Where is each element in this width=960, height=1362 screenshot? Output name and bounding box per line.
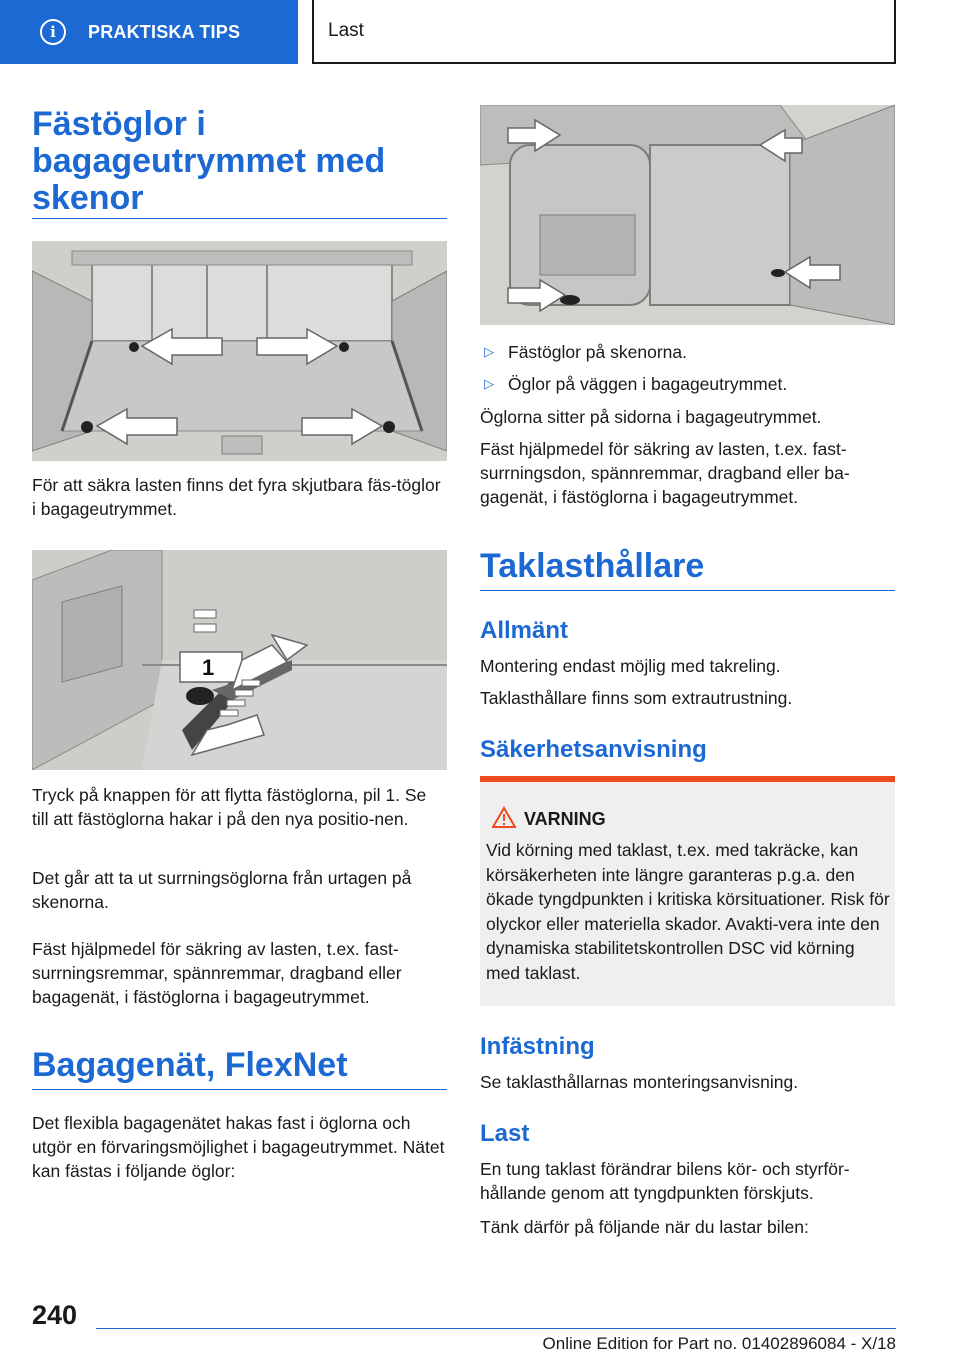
heading-flexnet: Bagagenät, FlexNet (32, 1046, 348, 1084)
paragraph-optional: Taklasthållare finns som extrautrustning. (480, 688, 793, 708)
page-title: Fästöglor i bagageutrymmet med skenor (32, 105, 386, 217)
roof-rack-divider (480, 590, 895, 591)
list-item: ▷ Öglor på väggen i bagageutrymmet. (480, 372, 895, 396)
paragraph-consider: Tänk därför på följande när du lastar bilen: (480, 1217, 809, 1237)
figure-rail-eye (32, 550, 447, 770)
subheading-general: Allmänt (480, 617, 569, 644)
paragraph-remove-eyes: Det går att ta ut surrningsöglorna från urtagen på skenorna. (32, 868, 412, 912)
section-tab-label: PRAKTISKA TIPS (88, 21, 241, 42)
paragraph-mounting: Se taklasthållarnas monteringsanvisning. (480, 1072, 799, 1092)
heading-roof-rack: Taklasthållare (480, 547, 705, 585)
bullet-list (480, 340, 895, 396)
flexnet-divider (32, 1089, 447, 1090)
section-tab[interactable] (0, 0, 298, 64)
callout-1: 1 (202, 655, 215, 680)
paragraph-attach-aids: Fäst hjälpmedel för säkring av lasten, t.ex. fast-surrningsremmar, spännremmar, dragband eller bagagenät, i fästöglorna i bagageutrymmet. (32, 939, 402, 1007)
paragraph-flexnet: Det flexibla bagagenätet hakas fast i öglorna och utgör en förvaringsmöjlighet i bagageutrymmet. Nätet kan fästas i följande öglor: (32, 1113, 445, 1181)
warning-text: Vid körning med taklast, t.ex. med takräcke, kan körsäkerheten inte längre garanteras p.g.a. den ökade tyngdpunkten i kritiska körsituationer. Risk för olyckor eller materiella skador. Avakti-vera inte den dynamiska stabilitetskontrollen DSC vid körning med taklast. (486, 840, 890, 983)
figure-wall-eyes (480, 105, 895, 325)
warning-box (480, 776, 895, 1006)
left-title-block (32, 106, 447, 217)
page-number: 240 (32, 1300, 78, 1330)
warning-triangle-icon (492, 806, 516, 828)
subheading-mounting: Infästning (480, 1033, 595, 1060)
triangle-bullet-icon: ▷ (484, 344, 494, 359)
paragraph-attach-aids-right: Fäst hjälpmedel för säkring av lasten, t.ex. fast-surrningsdon, spännremmar, dragband eller ba-gagenät, i fästöglorna i bagageutrymmet. (480, 439, 850, 507)
footer-divider (96, 1328, 896, 1329)
subheading-load: Last (480, 1120, 530, 1147)
warning-title: VARNING (524, 809, 606, 829)
list-item: ▷ Fästöglor på skenorna. (480, 340, 895, 364)
info-icon: i (40, 19, 66, 45)
paragraph-heavy-load: En tung taklast förändrar bilens kör- och styrför-hållande genom att tyngdpunkten förskjuts. (480, 1159, 850, 1203)
paragraph-eye-location: Öglorna sitter på sidorna i bagageutrymmet. (480, 407, 822, 427)
triangle-bullet-icon: ▷ (484, 376, 494, 391)
paragraph-four-eyes: För att säkra lasten finns det fyra skjutbara fäs-töglor i bagageutrymmet. (32, 475, 441, 519)
footer-edition: Online Edition for Part no. 01402896084 - X/18 (542, 1334, 896, 1353)
paragraph-press-button: Tryck på knappen för att flytta fästöglorna, pil 1. Se till att fästöglorna hakar i på den nya positio-nen. (32, 785, 427, 829)
paragraph-mount-info: Montering endast möjlig med takreling. (480, 656, 781, 676)
figure-cargo-area (32, 241, 447, 461)
subheading-safety: Säkerhetsanvisning (480, 736, 707, 763)
title-divider (32, 218, 447, 219)
chapter-title: Last (328, 20, 364, 41)
chapter-header (312, 0, 896, 64)
